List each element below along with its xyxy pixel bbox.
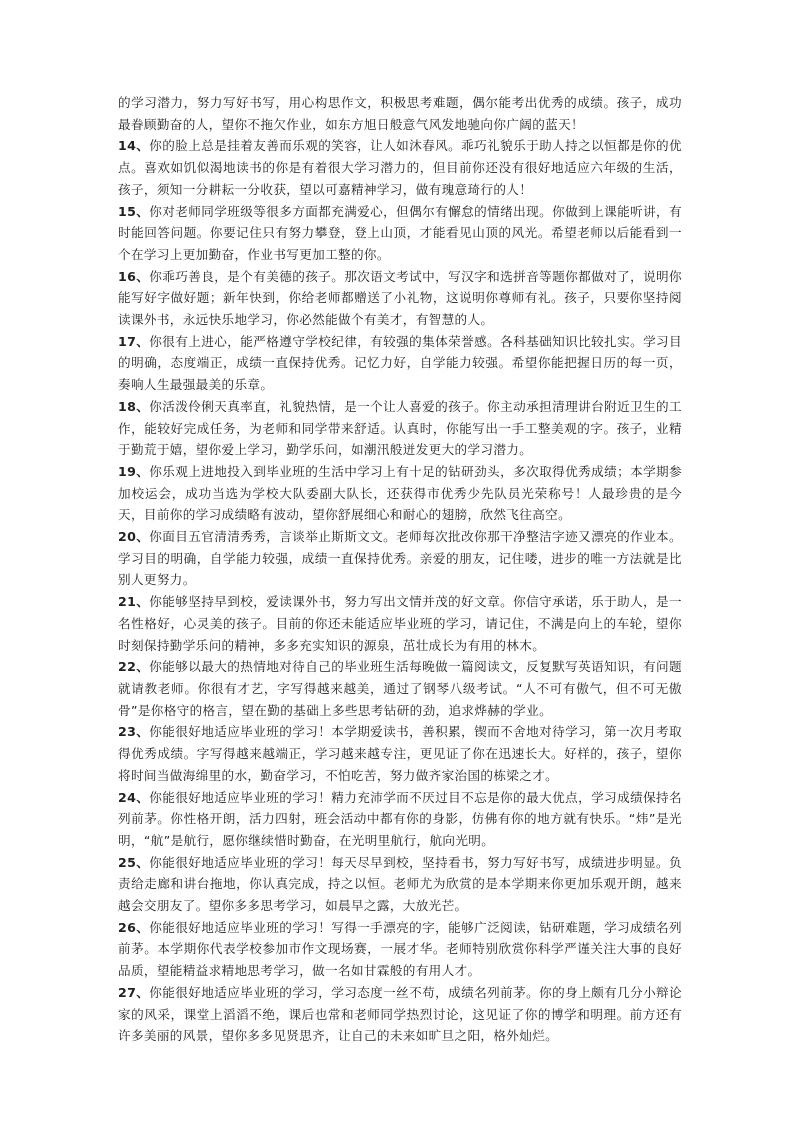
paragraph-text: 你能很好地适应毕业班的学习！写得一手漂亮的字，能够广泛阅读，钻研难题，学习成绩名列前茅。本学期你代表学校参加市作文现场赛，一展才华。老师特别欣赏你科学严谨关注大事的良好品质，望能精益求精地思考学习，做一名如甘霖般的有用人才。 (118, 919, 682, 979)
paragraph-number: 21、 (118, 594, 150, 610)
paragraph-17 (118, 331, 682, 396)
paragraph-text: 你的脸上总是挂着友善而乐观的笑容，让人如沐春风。乖巧礼貌乐于助人持之以恒都是你的优点。喜欢如饥似渴地读书的你是有着很大学习潜力的，但目前你还没有很好地适应六年级的生活，孩子，须知一分耕耘一分收获，望以可嘉精神学习，做有瑰意琦行的人！ (118, 138, 682, 197)
paragraph-number: 14、 (118, 138, 150, 154)
paragraph-number: 27、 (118, 984, 150, 1000)
paragraph-number: 18、 (118, 398, 150, 414)
paragraph-18 (118, 396, 682, 461)
paragraph-number: 17、 (118, 333, 150, 349)
paragraph-16 (118, 266, 682, 331)
paragraph-continuation: 的学习潜力，努力写好书写，用心构思作文，积极思考难题，偶尔能考出优秀的成绩。孩子，成功最眷顾勤奋的人，望你不拖欠作业，如东方旭日般意气风发地驰向你广阔的蓝天！ (118, 95, 682, 132)
paragraph-number: 16、 (118, 268, 150, 284)
paragraph-20 (118, 526, 682, 591)
paragraph-text: 你能很好地适应毕业班的学习！本学期爱读书，善积累，锲而不舍地对待学习，第一次月考取得优秀成绩。字写得越来越端正，学习越来越专注，更见证了你在迅速长大。好样的，孩子，望你将时间当做海绵里的水，勤奋学习，不怕吃苦，努力做齐家治国的栋梁之才。 (118, 724, 682, 783)
paragraph-27 (118, 982, 682, 1047)
paragraph-text: 你面目五官清清秀秀，言谈举止斯斯文文。老师每次批改你那干净整洁字迹又漂亮的作业本。学习目的明确，自学能力较强，成绩一直保持优秀。亲爱的朋友，记住喽，进步的唯一方法就是比别人更努力。 (118, 529, 682, 588)
paragraph-19 (118, 461, 682, 526)
paragraph-text: 你能够坚持早到校，爱读课外书，努力写出文情并茂的好文章。你信守承诺，乐于助人，是一名性格好，心灵美的孩子。目前的你还未能适应毕业班的学习，请记住，不满是向上的车轮，望你时刻保持勤学乐问的精神，多多充实知识的源泉，茁壮成长为有用的林木。 (118, 594, 682, 653)
paragraph-24 (118, 787, 682, 852)
paragraph-number: 15、 (118, 203, 150, 219)
paragraph-number: 22、 (118, 659, 150, 675)
paragraph-22 (118, 656, 682, 721)
paragraph-21 (118, 591, 682, 656)
paragraph-number: 19、 (118, 463, 150, 479)
paragraph-text: 你能很好地适应毕业班的学习！每天尽早到校，坚持看书，努力写好书写，成绩进步明显。负责给走廊和讲台拖地，你认真完成，持之以恒。老师尤为欣赏的是本学期来你更加乐观开朗，越来越会交朋友了。望你多多思考学习，如晨早之露，大放光芒。 (118, 854, 682, 914)
paragraph-text: 你活泼伶俐天真率直，礼貌热情，是一个让人喜爱的孩子。你主动承担清理讲台附近卫生的工作，能较好完成任务，为老师和同学带来舒适。认真时，你能写出一手工整美观的字。孩子，业精于勤荒于嬉，望你爱上学习，勤学乐问，如潮汛般迸发更大的学习潜力。 (118, 398, 682, 458)
paragraph-text: 你能很好地适应毕业班的学习！精力充沛学而不厌过目不忘是你的最大优点，学习成绩保持名列前茅。你性格开朗，活力四射，班会活动中都有你的身影，仿佛有你的地方就有快乐。“炜”是光明，“航”是航行，愿你继续惜时勤奋，在光明里航行，航向光明。 (118, 789, 682, 848)
paragraph-number: 25、 (118, 854, 150, 870)
paragraph-25 (118, 852, 682, 917)
paragraph-text: 你能很好地适应毕业班的学习，学习态度一丝不苟，成绩名列前茅。你的身上颇有几分小辩论家的风采，课堂上滔滔不绝，课后也常和老师同学热烈讨论，这见证了你的博学和明理。前方还有许多美丽的风景，望你多多见贤思齐，让自己的未来如旷旦之阳，格外灿烂。 (118, 984, 682, 1044)
paragraph-text: 你乖巧善良，是个有美德的孩子。那次语文考试中，写汉字和选拼音等题你都做对了，说明你能写好字做好题；新年快到，你给老师都赠送了小礼物，这说明你尊师有礼。孩子，只要你坚持阅读课外书，永远快乐地学习，你必然能做个有美才，有智慧的人。 (118, 268, 682, 328)
paragraph-15 (118, 201, 682, 266)
paragraph-23 (118, 721, 682, 786)
paragraph-14 (118, 135, 682, 200)
paragraph-number: 24、 (118, 789, 150, 805)
paragraph-text: 你很有上进心，能严格遵守学校纪律，有较强的集体荣誉感。各科基础知识比较扎实。学习目的明确，态度端正，成绩一直保持优秀。记忆力好，自学能力较强。希望你能把握日历的每一页，奏响人生最强最美的乐章。 (118, 333, 682, 393)
paragraph-number: 26、 (118, 919, 150, 935)
paragraph-text: 你对老师同学班级等很多方面都充满爱心，但偶尔有懈怠的情绪出现。你做到上课能听讲，有时能回答问题。你要记住只有努力攀登，登上山顶，才能看见山顶的风光。希望老师以后能看到一个在学习上更加勤奋，作业书写更加工整的你。 (118, 203, 682, 262)
document-page (118, 92, 682, 1047)
paragraph-number: 23、 (118, 724, 150, 740)
paragraph-26 (118, 917, 682, 982)
paragraph-text: 你乐观上进地投入到毕业班的生活中学习上有十足的钻研劲头，多次取得优秀成绩；本学期参加校运会，成功当选为学校大队委副大队长，还获得市优秀少先队员光荣称号！人最珍贵的是今天，目前你的学习成绩略有波动，望你舒展细心和耐心的翅膀，欣然飞往高空。 (118, 463, 682, 523)
paragraph-text: 你能够以最大的热情地对待自己的毕业班生活每晚做一篇阅读文，反复默写英语知识，有问题就请教老师。你很有才艺，字写得越来越美，通过了钢琴八级考试。“人不可有傲气，但不可无傲骨”是你格守的格言，望在勤的基础上多些思考钻研的劲，追求烨赫的学业。 (118, 659, 682, 718)
paragraph-number: 20、 (118, 529, 150, 545)
